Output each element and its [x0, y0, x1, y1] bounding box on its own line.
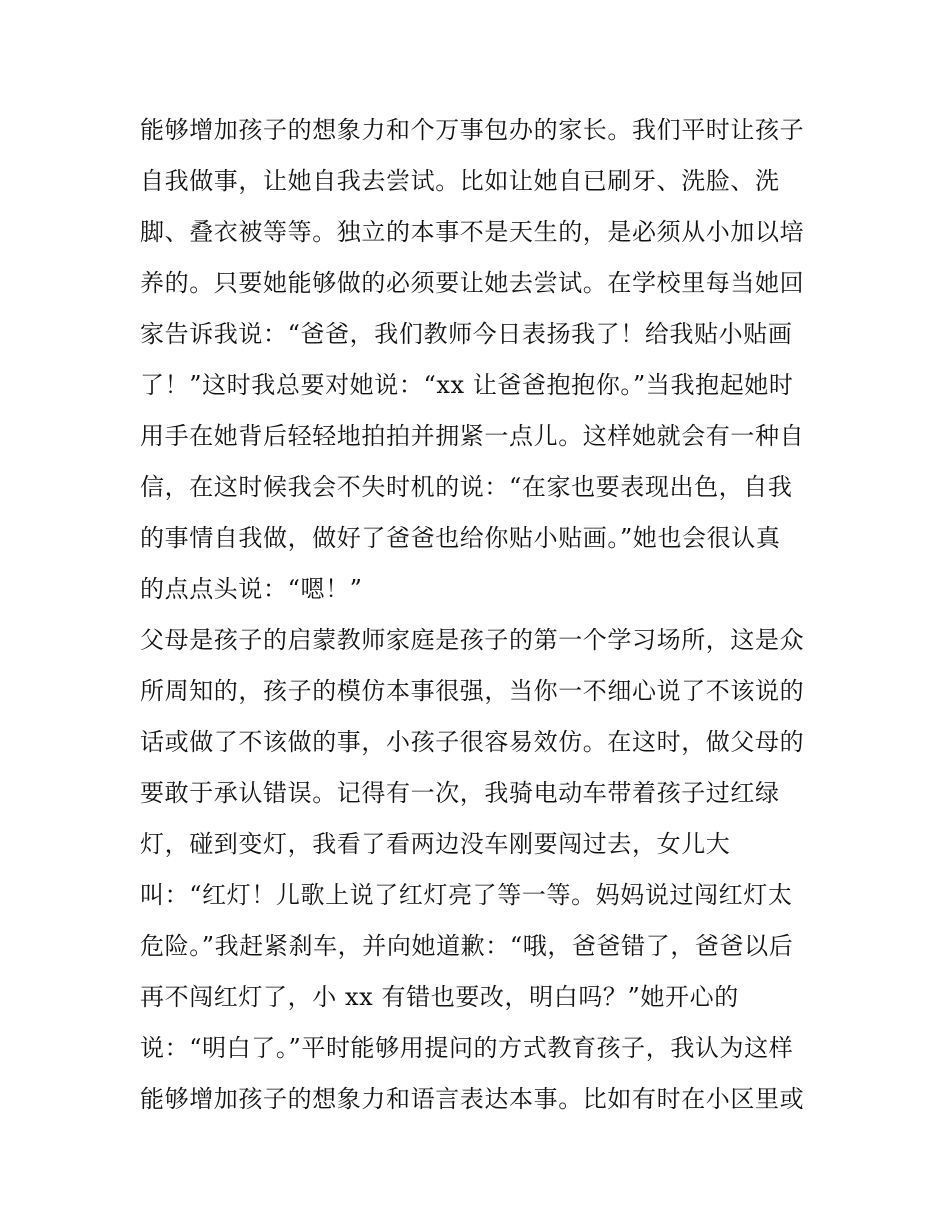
text-line: 能够增加孩子的想象力和个万事包办的家长。我们平时让孩子	[140, 116, 805, 144]
text-line: 要敢于承认错误。记得有一次，我骑电动车带着孩子过红绿	[140, 779, 780, 807]
text-line: 养的。只要她能够做的必须要让她去尝试。在学校里每当她回	[140, 269, 805, 297]
text-line: 再不闯红灯了，小 xx 有错也要改，明白吗？”她开心的	[140, 983, 739, 1011]
text-line: 脚、叠衣被等等。独立的本事不是天生的，是必须从小加以培	[140, 218, 805, 246]
text-line: 了！”这时我总要对她说：“xx 让爸爸抱抱你。”当我抱起她时	[140, 371, 794, 399]
text-line: 危险。”我赶紧刹车，并向她道歉：“哦，爸爸错了，爸爸以后	[140, 932, 794, 960]
text-line: 所周知的，孩子的模仿本事很强，当你一不细心说了不该说的	[140, 677, 805, 705]
text-line: 灯，碰到变灯，我看了看两边没车刚要闯过去，女儿大	[140, 830, 731, 858]
text-line: 的点点头说：“嗯！”	[140, 575, 363, 603]
text-line: 信，在这时候我会不失时机的说：“在家也要表现出色，自我	[140, 473, 793, 501]
text-line: 叫：“红灯！儿歌上说了红灯亮了等一等。妈妈说过闯红灯太	[140, 881, 793, 909]
text-line: 用手在她背后轻轻地拍拍并拥紧一点儿。这样她就会有一种自	[140, 422, 805, 450]
text-line: 家告诉我说：“爸爸，我们教师今日表扬我了！给我贴小贴画	[140, 320, 793, 348]
body-text	[140, 105, 830, 1125]
text-line: 能够增加孩子的想象力和语言表达本事。比如有时在小区里或	[140, 1085, 805, 1113]
text-line: 父母是孩子的启蒙教师家庭是孩子的第一个学习场所，这是众	[140, 626, 805, 654]
text-line: 说：“明白了。”平时能够用提问的方式教育孩子，我认为这样	[140, 1034, 794, 1062]
text-line: 自我做事，让她自我去尝试。比如让她自已刷牙、洗脸、洗	[140, 167, 780, 195]
text-line: 话或做了不该做的事，小孩子很容易效仿。在这时，做父母的	[140, 728, 805, 756]
text-line: 的事情自我做，做好了爸爸也给你贴小贴画。”她也会很认真	[140, 524, 781, 552]
